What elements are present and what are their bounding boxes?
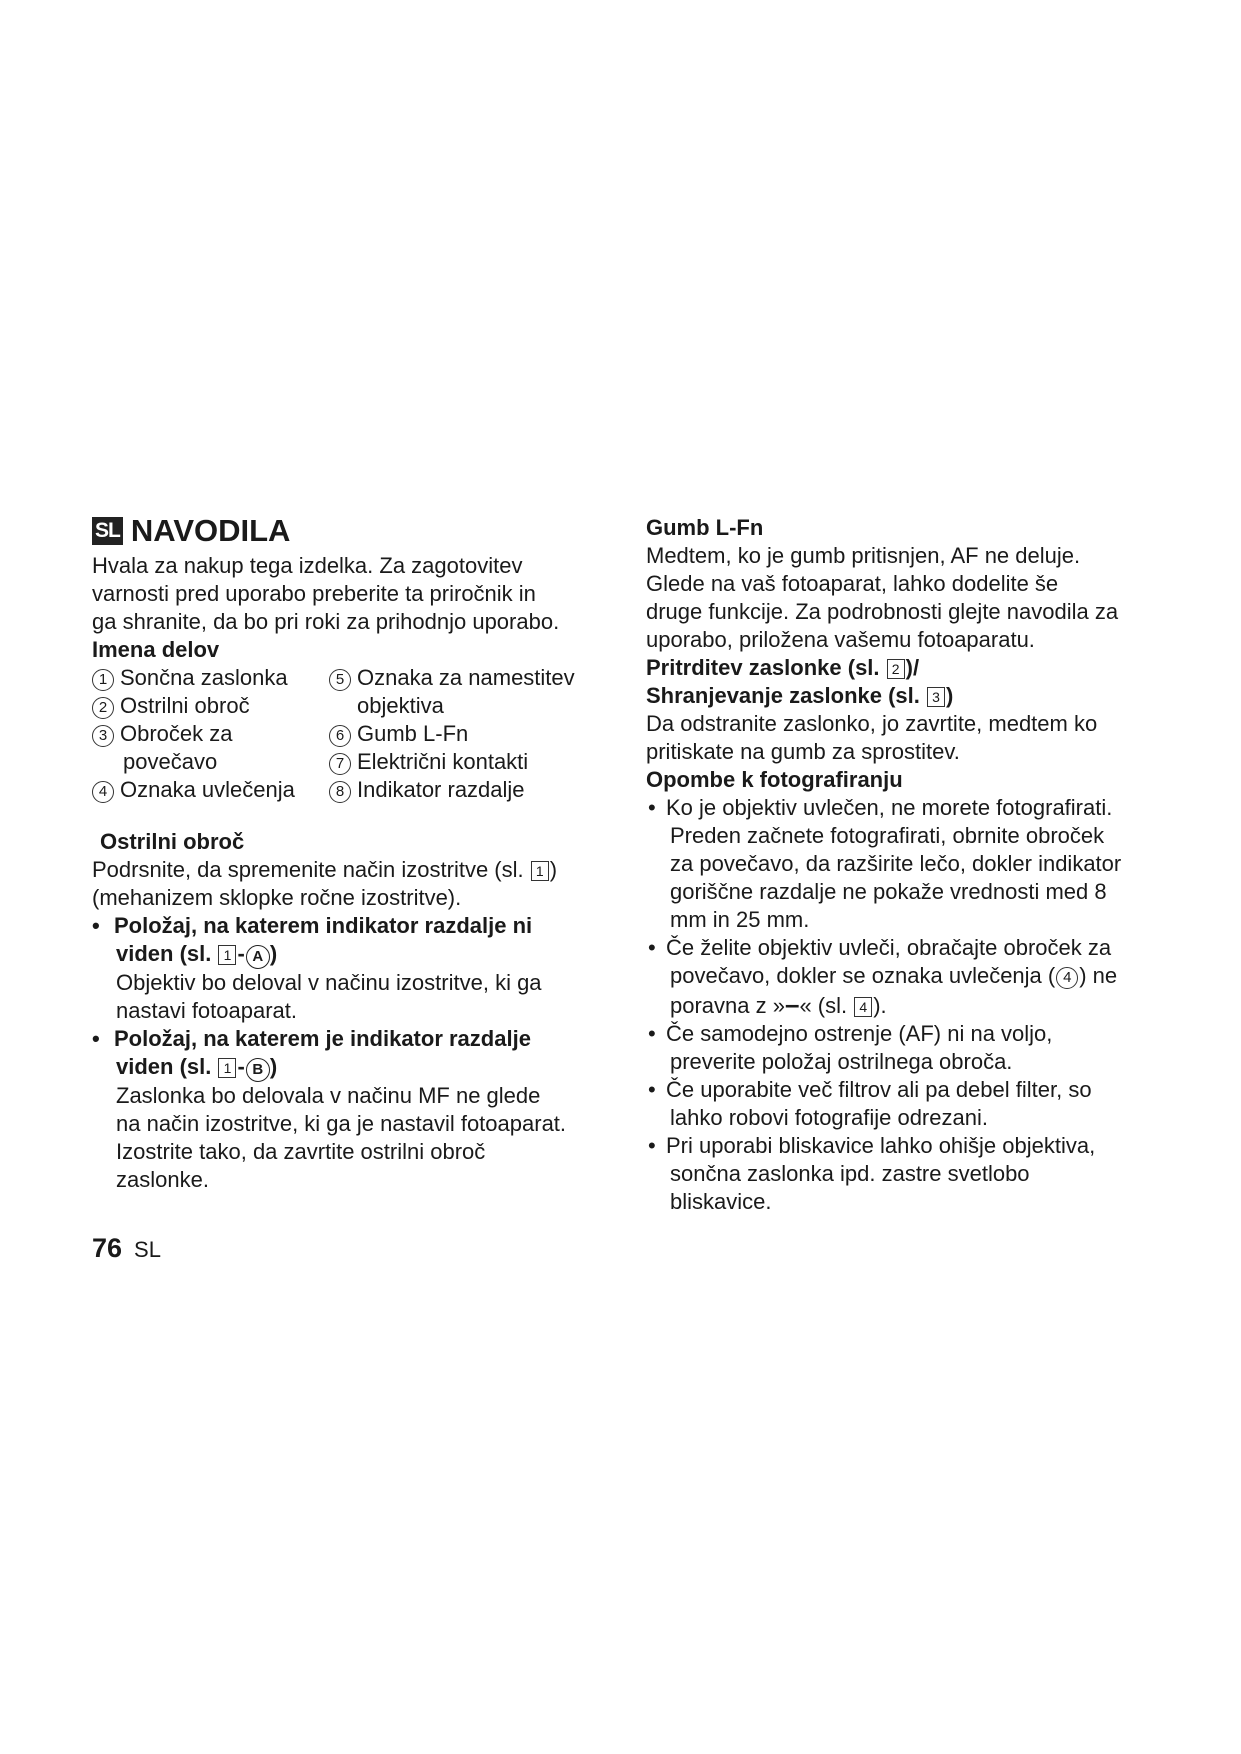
bullet-text: Objektiv bo deloval v načinu izostritve, ki ga (116, 970, 542, 995)
bullet-text: na način izostritve, ki ga je nastavil fotoaparat. (116, 1111, 567, 1136)
note-text: za povečavo, da razširite lečo, dokler indikator (670, 851, 1122, 876)
part-label: Oznaka za namestitev (357, 665, 575, 690)
language-badge: SL (92, 517, 123, 545)
text-span: )/ (905, 655, 920, 680)
part-item (329, 748, 528, 776)
note-text: mm in 25 mm. (670, 907, 810, 932)
figure-ref: 4 (854, 997, 872, 1017)
note-text: preverite položaj ostrilnega obroča. (670, 1049, 1013, 1074)
part-label: Električni kontakti (357, 749, 529, 774)
circled-number: 7 (329, 753, 351, 775)
circled-number: 5 (329, 669, 351, 691)
circled-letter: B (246, 1058, 270, 1082)
bullet-text: Zaslonka bo delovala v načinu MF ne glede (116, 1083, 541, 1108)
hood-line: Da odstranite zaslonko, jo zavrtite, medtem ko (646, 711, 1098, 736)
page-title (92, 514, 612, 548)
note-bullet: • Če uporabite več filtrov ali pa debel filter, so (646, 1076, 1186, 1104)
text-span: ) ne (1079, 963, 1118, 988)
bullet-heading-cont: viden (sl. 1 - A ) (92, 940, 612, 969)
figure-ref: 1 (218, 945, 236, 965)
text-span: viden (sl. (116, 1054, 218, 1079)
text-span: viden (sl. (116, 941, 218, 966)
bullet-text: nastavi fotoaparat. (116, 998, 298, 1023)
hood-heading (646, 654, 1186, 682)
text-span: « (sl. (799, 993, 854, 1018)
intro-line: ga shranite, da bo pri roki za prihodnjo uporabo. (92, 609, 560, 634)
left-column (92, 514, 612, 1194)
text-span: ) (946, 683, 954, 708)
circled-letter: A (246, 945, 270, 969)
title-text: NAVODILA (130, 513, 291, 548)
notes-heading: Opombe k fotografiranju (646, 767, 903, 792)
focus-ring-text (92, 856, 612, 884)
note-bullet: • Pri uporabi bliskavice lahko ohišje objektiva, (646, 1132, 1186, 1160)
part-label: Sončna zaslonka (120, 665, 288, 690)
note-text: Preden začnete fotografirati, obrnite obroček (670, 823, 1105, 848)
part-item (329, 720, 468, 748)
part-label: Ostrilni obroč (120, 693, 250, 718)
lfn-line: Medtem, ko je gumb pritisnjen, AF ne deluje. (646, 543, 1081, 568)
part-label: Obroček za (120, 721, 233, 746)
circled-number: 1 (92, 669, 114, 691)
note-text: sončna zaslonka ipd. zastre svetlobo (670, 1161, 1030, 1186)
note-text: lahko robovi fotografije odrezani. (670, 1105, 988, 1130)
note-bullet: • Če samodejno ostrenje (AF) ni na voljo, (646, 1020, 1186, 1048)
bullet-heading-cont: viden (sl. 1 - B ) (92, 1053, 612, 1082)
lfn-line: Glede na vaš fotoaparat, lahko dodelite še (646, 571, 1059, 596)
circled-number: 8 (329, 781, 351, 803)
circled-number: 6 (329, 725, 351, 747)
bullet-heading: • Položaj, na katerem je indikator razdalje (92, 1025, 612, 1053)
note-text (646, 990, 1186, 1020)
figure-ref: 1 (531, 861, 549, 881)
part-item (92, 720, 233, 748)
circled-number: 4 (92, 781, 114, 803)
part-item (329, 776, 525, 804)
part-label: Oznaka uvlečenja (120, 777, 295, 802)
parts-heading: Imena delov (92, 637, 220, 662)
page-number: 76 (92, 1233, 123, 1263)
part-item-continued: objektiva (357, 693, 444, 718)
bullet-text: zaslonke. (116, 1167, 209, 1192)
hood-heading (646, 682, 1186, 710)
bullet-heading: • Položaj, na katerem indikator razdalje ni (92, 912, 612, 940)
figure-ref: 2 (887, 659, 905, 679)
note-text (646, 962, 1186, 990)
figure-ref: 3 (927, 687, 945, 707)
intro-line: Hvala za nakup tega izdelka. Za zagotovitev (92, 553, 523, 578)
note-text: goriščne razdalje ne pokaže vrednosti med 8 (670, 879, 1107, 904)
text-span: Pritrditev zaslonke (sl. (646, 655, 886, 680)
part-item-continued: povečavo (123, 749, 218, 774)
lfn-line: uporabo, priložena vašemu fotoaparatu. (646, 627, 1035, 652)
text-span: ). (873, 993, 887, 1018)
lfn-line: druge funkcije. Za podrobnosti glejte navodila za (646, 599, 1119, 624)
footer-language: SL (134, 1237, 161, 1262)
part-item (92, 776, 295, 804)
right-column (646, 514, 1186, 1216)
part-item (92, 664, 288, 692)
hood-line: pritiskate na gumb za sprostitev. (646, 739, 960, 764)
circled-number: 4 (1056, 967, 1078, 989)
text-span: poravna z » (670, 993, 785, 1018)
circled-number: 2 (92, 697, 114, 719)
focus-ring-heading: Ostrilni obroč (100, 829, 245, 854)
text-span: povečavo, dokler se oznaka uvlečenja ( (670, 963, 1056, 988)
part-label: Indikator razdalje (357, 777, 525, 802)
note-bullet: • Ko je objektiv uvlečen, ne morete fotografirati. (646, 794, 1186, 822)
parts-list (92, 664, 612, 804)
part-item (329, 664, 575, 692)
intro-line: varnosti pred uporabo preberite ta priročnik in (92, 581, 536, 606)
note-text: bliskavice. (670, 1189, 772, 1214)
circled-number: 3 (92, 725, 114, 747)
page-footer (92, 1232, 161, 1266)
bullet-text: Izostrite tako, da zavrtite ostrilni obroč (116, 1139, 486, 1164)
note-bullet: • Če želite objektiv uvleči, obračajte obroček za (646, 934, 1186, 962)
text-span: Shranjevanje zaslonke (sl. (646, 683, 927, 708)
figure-ref: 1 (218, 1058, 236, 1078)
part-item (92, 692, 250, 720)
text-span: Podrsnite, da spremenite način izostritve (sl. (92, 857, 530, 882)
part-label: Gumb L-Fn (357, 721, 469, 746)
retract-mark: – (784, 989, 800, 1019)
text-span: ) (549, 857, 558, 882)
lfn-heading: Gumb L-Fn (646, 515, 764, 540)
focus-ring-text: (mehanizem sklopke ročne izostritve). (92, 885, 462, 910)
